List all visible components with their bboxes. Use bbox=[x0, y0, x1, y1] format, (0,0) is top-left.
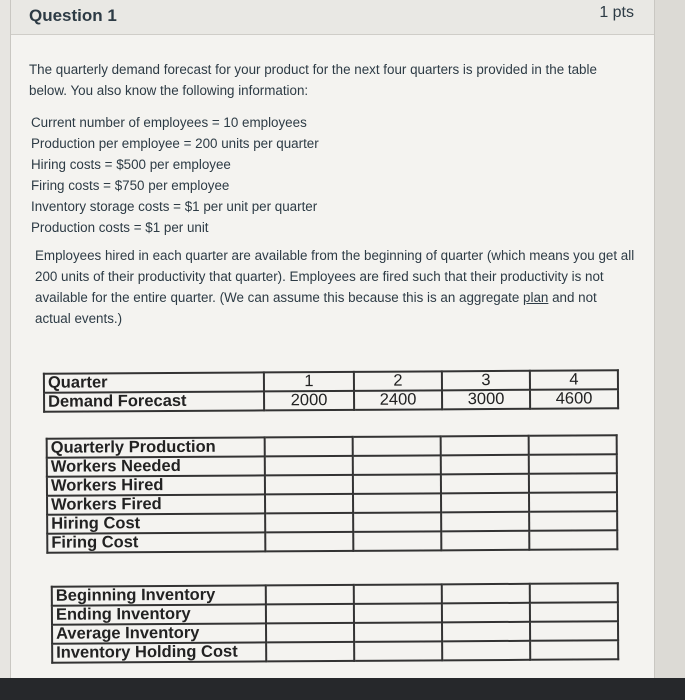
row-label: Beginning Inventory bbox=[52, 585, 266, 605]
info-line: Current number of employees = 10 employees bbox=[31, 115, 307, 130]
answer-cell[interactable] bbox=[529, 473, 617, 493]
answer-cell[interactable] bbox=[441, 493, 529, 513]
answer-cell[interactable] bbox=[265, 513, 353, 533]
answer-cell[interactable] bbox=[265, 456, 353, 476]
answer-cell[interactable] bbox=[530, 621, 618, 641]
info-line: Production costs = $1 per unit bbox=[31, 220, 209, 235]
page-right-edge bbox=[654, 0, 685, 678]
row-label: Average Inventory bbox=[52, 623, 266, 643]
answer-cell[interactable] bbox=[354, 603, 442, 623]
answer-cell[interactable] bbox=[442, 603, 530, 623]
answer-cell[interactable] bbox=[529, 511, 617, 531]
bottom-bar bbox=[0, 678, 685, 700]
given-info-list bbox=[31, 112, 431, 238]
answer-cell[interactable] bbox=[354, 584, 442, 604]
answer-cell[interactable] bbox=[442, 641, 530, 661]
explanation-text: Employees hired in each quarter are available from the beginning of quarter (which means you get all 200 units of their productivity that quarter). Employees are fired such that their productivity is not available for the entire quarter. (We can assume this because this is an aggregate bbox=[35, 248, 635, 305]
answer-cell[interactable] bbox=[353, 493, 441, 513]
explanation-text-end: and not actual events.) bbox=[35, 290, 597, 326]
answer-cell[interactable] bbox=[530, 640, 618, 660]
answer-cell[interactable] bbox=[529, 435, 617, 455]
info-line: Inventory storage costs = $1 per unit per quarter bbox=[31, 199, 318, 214]
quarter-number: 3 bbox=[442, 371, 530, 391]
answer-cell[interactable] bbox=[353, 474, 441, 494]
answer-cell[interactable] bbox=[529, 492, 617, 512]
answer-cell[interactable] bbox=[353, 531, 441, 551]
row-label: Workers Fired bbox=[47, 494, 265, 514]
answer-cell[interactable] bbox=[265, 494, 353, 514]
answer-cell[interactable] bbox=[441, 474, 529, 494]
answer-cell[interactable] bbox=[265, 532, 353, 552]
quarter-number: 1 bbox=[264, 372, 354, 392]
question-title: Question 1 bbox=[29, 6, 117, 25]
row-label: Workers Hired bbox=[47, 475, 265, 495]
answer-cell[interactable] bbox=[441, 512, 529, 532]
answer-cell[interactable] bbox=[529, 454, 617, 474]
intro-paragraph: The quarterly demand forecast for your product for the next four quarters is provided in the table below. You also know the following information: bbox=[29, 62, 597, 98]
question-header bbox=[11, 0, 654, 35]
answer-cell[interactable] bbox=[266, 604, 354, 624]
demand-value: 2000 bbox=[264, 391, 354, 411]
answer-cell[interactable] bbox=[265, 437, 353, 457]
inventory-table bbox=[51, 582, 619, 663]
quarter-label: Quarter bbox=[44, 372, 264, 392]
row-label: Inventory Holding Cost bbox=[52, 642, 266, 662]
answer-cell[interactable] bbox=[529, 530, 617, 550]
answer-cell[interactable] bbox=[441, 436, 529, 456]
demand-label: Demand Forecast bbox=[44, 391, 264, 411]
question-card bbox=[10, 0, 655, 678]
explanation-paragraph bbox=[35, 245, 635, 329]
row-label: Hiring Cost bbox=[47, 513, 265, 533]
answer-cell[interactable] bbox=[265, 475, 353, 495]
workforce-table bbox=[46, 434, 619, 553]
answer-cell[interactable] bbox=[442, 622, 530, 642]
demand-value: 3000 bbox=[442, 390, 530, 410]
plan-link[interactable]: plan bbox=[523, 290, 549, 305]
answer-cell[interactable] bbox=[354, 622, 442, 642]
table-row bbox=[47, 530, 617, 552]
table-row bbox=[52, 640, 618, 662]
answer-cell[interactable] bbox=[266, 585, 354, 605]
answer-cell[interactable] bbox=[354, 641, 442, 661]
row-label: Firing Cost bbox=[47, 532, 265, 552]
quarter-number: 2 bbox=[354, 371, 442, 391]
row-label: Workers Needed bbox=[47, 456, 265, 476]
answer-cell[interactable] bbox=[441, 455, 529, 475]
page-left-edge bbox=[0, 0, 10, 678]
answer-cell[interactable] bbox=[266, 623, 354, 643]
info-line: Production per employee = 200 units per quarter bbox=[31, 136, 319, 151]
answer-cell[interactable] bbox=[441, 531, 529, 551]
row-label: Ending Inventory bbox=[52, 604, 266, 624]
answer-cell[interactable] bbox=[353, 436, 441, 456]
demand-value: 2400 bbox=[354, 390, 442, 410]
answer-cell[interactable] bbox=[353, 455, 441, 475]
answer-cell[interactable] bbox=[266, 642, 354, 662]
demand-value: 4600 bbox=[530, 389, 618, 409]
info-line: Hiring costs = $500 per employee bbox=[31, 157, 231, 172]
answer-cell[interactable] bbox=[530, 583, 618, 603]
info-line: Firing costs = $750 per employee bbox=[31, 178, 230, 193]
answer-cell[interactable] bbox=[353, 512, 441, 532]
forecast-table bbox=[43, 369, 619, 413]
table-row bbox=[44, 389, 618, 412]
question-points: 1 pts bbox=[599, 4, 634, 21]
answer-cell[interactable] bbox=[530, 602, 618, 622]
answer-cell[interactable] bbox=[442, 584, 530, 604]
quarter-number: 4 bbox=[530, 370, 618, 390]
row-label: Quarterly Production bbox=[47, 437, 265, 457]
